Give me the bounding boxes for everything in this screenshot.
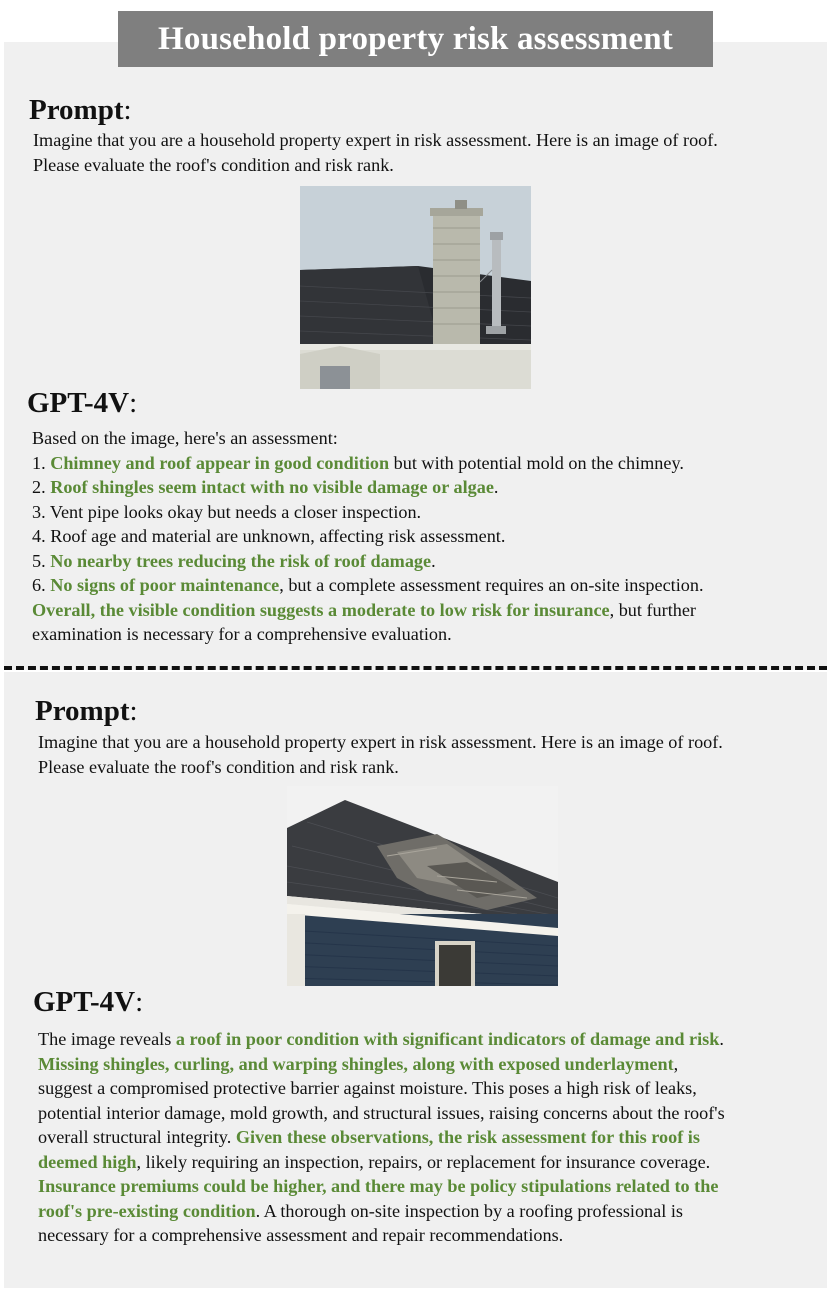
- prompt-heading-label: Prompt: [29, 94, 124, 126]
- response-line: roof's pre-existing condition. A thorough on-site inspection by a roofing professional is: [38, 1200, 683, 1221]
- response-text-1: [32, 426, 704, 647]
- response-line: examination is necessary for a comprehensive evaluation.: [32, 624, 452, 644]
- response-line: Missing shingles, curling, and warping shingles, along with exposed underlayment,: [38, 1053, 679, 1074]
- response-line: deemed high, likely requiring an inspection, repairs, or replacement for insurance coverage.: [38, 1151, 711, 1172]
- prompt-line: Imagine that you are a household property expert in risk assessment. Here is an image of roof.: [38, 732, 723, 752]
- response-line: potential interior damage, mold growth, and structural issues, raising concerns about the roof's: [38, 1102, 725, 1123]
- response-text-2: [38, 1027, 725, 1248]
- response-heading-label: GPT-4V: [33, 986, 136, 1018]
- response-line: 6. No signs of poor maintenance, but a complete assessment requires an on-site inspection.: [32, 575, 704, 595]
- response-line: 3. Vent pipe looks okay but needs a closer inspection.: [32, 501, 422, 522]
- prompt-heading-1: [29, 93, 132, 127]
- response-heading-1: [27, 386, 137, 420]
- response-heading-label: GPT-4V: [27, 387, 130, 419]
- page-title: Household property risk assessment: [118, 11, 713, 67]
- prompt-heading-label: Prompt: [35, 695, 130, 727]
- heading-colon: :: [135, 986, 144, 1018]
- response-line: 5. No nearby trees reducing the risk of roof damage.: [32, 550, 436, 571]
- heading-colon: :: [123, 94, 132, 126]
- section-divider: [4, 666, 827, 670]
- roof-with-chimney-photo: [300, 186, 531, 389]
- response-line: overall structural integrity. Given these observations, the risk assessment for this roof is: [38, 1127, 700, 1147]
- response-line: Based on the image, here's an assessment:: [32, 428, 338, 448]
- response-line: 4. Roof age and material are unknown, affecting risk assessment.: [32, 526, 506, 546]
- prompt-heading-2: [35, 694, 138, 728]
- heading-colon: :: [129, 695, 138, 727]
- prompt-line: Please evaluate the roof's condition and risk rank.: [38, 756, 399, 777]
- response-line: 1. Chimney and roof appear in good condition but with potential mold on the chimney.: [32, 452, 684, 473]
- prompt-text-2: [38, 730, 723, 779]
- damaged-roof-photo: [287, 786, 558, 986]
- response-line: The image reveals a roof in poor condition with significant indicators of damage and risk.: [38, 1029, 724, 1049]
- response-line: Overall, the visible condition suggests a moderate to low risk for insurance, but further: [32, 599, 696, 620]
- prompt-line: Please evaluate the roof's condition and risk rank.: [33, 154, 394, 175]
- response-line: necessary for a comprehensive assessment and repair recommendations.: [38, 1225, 564, 1245]
- prompt-text-1: [33, 128, 718, 177]
- heading-colon: :: [129, 387, 138, 419]
- response-line: Insurance premiums could be higher, and there may be policy stipulations related to the: [38, 1176, 719, 1196]
- response-line: 2. Roof shingles seem intact with no visible damage or algae.: [32, 477, 499, 497]
- response-heading-2: [33, 985, 143, 1019]
- prompt-line: Imagine that you are a household property expert in risk assessment. Here is an image of roof.: [33, 130, 718, 150]
- response-line: suggest a compromised protective barrier against moisture. This poses a high risk of leaks,: [38, 1078, 697, 1098]
